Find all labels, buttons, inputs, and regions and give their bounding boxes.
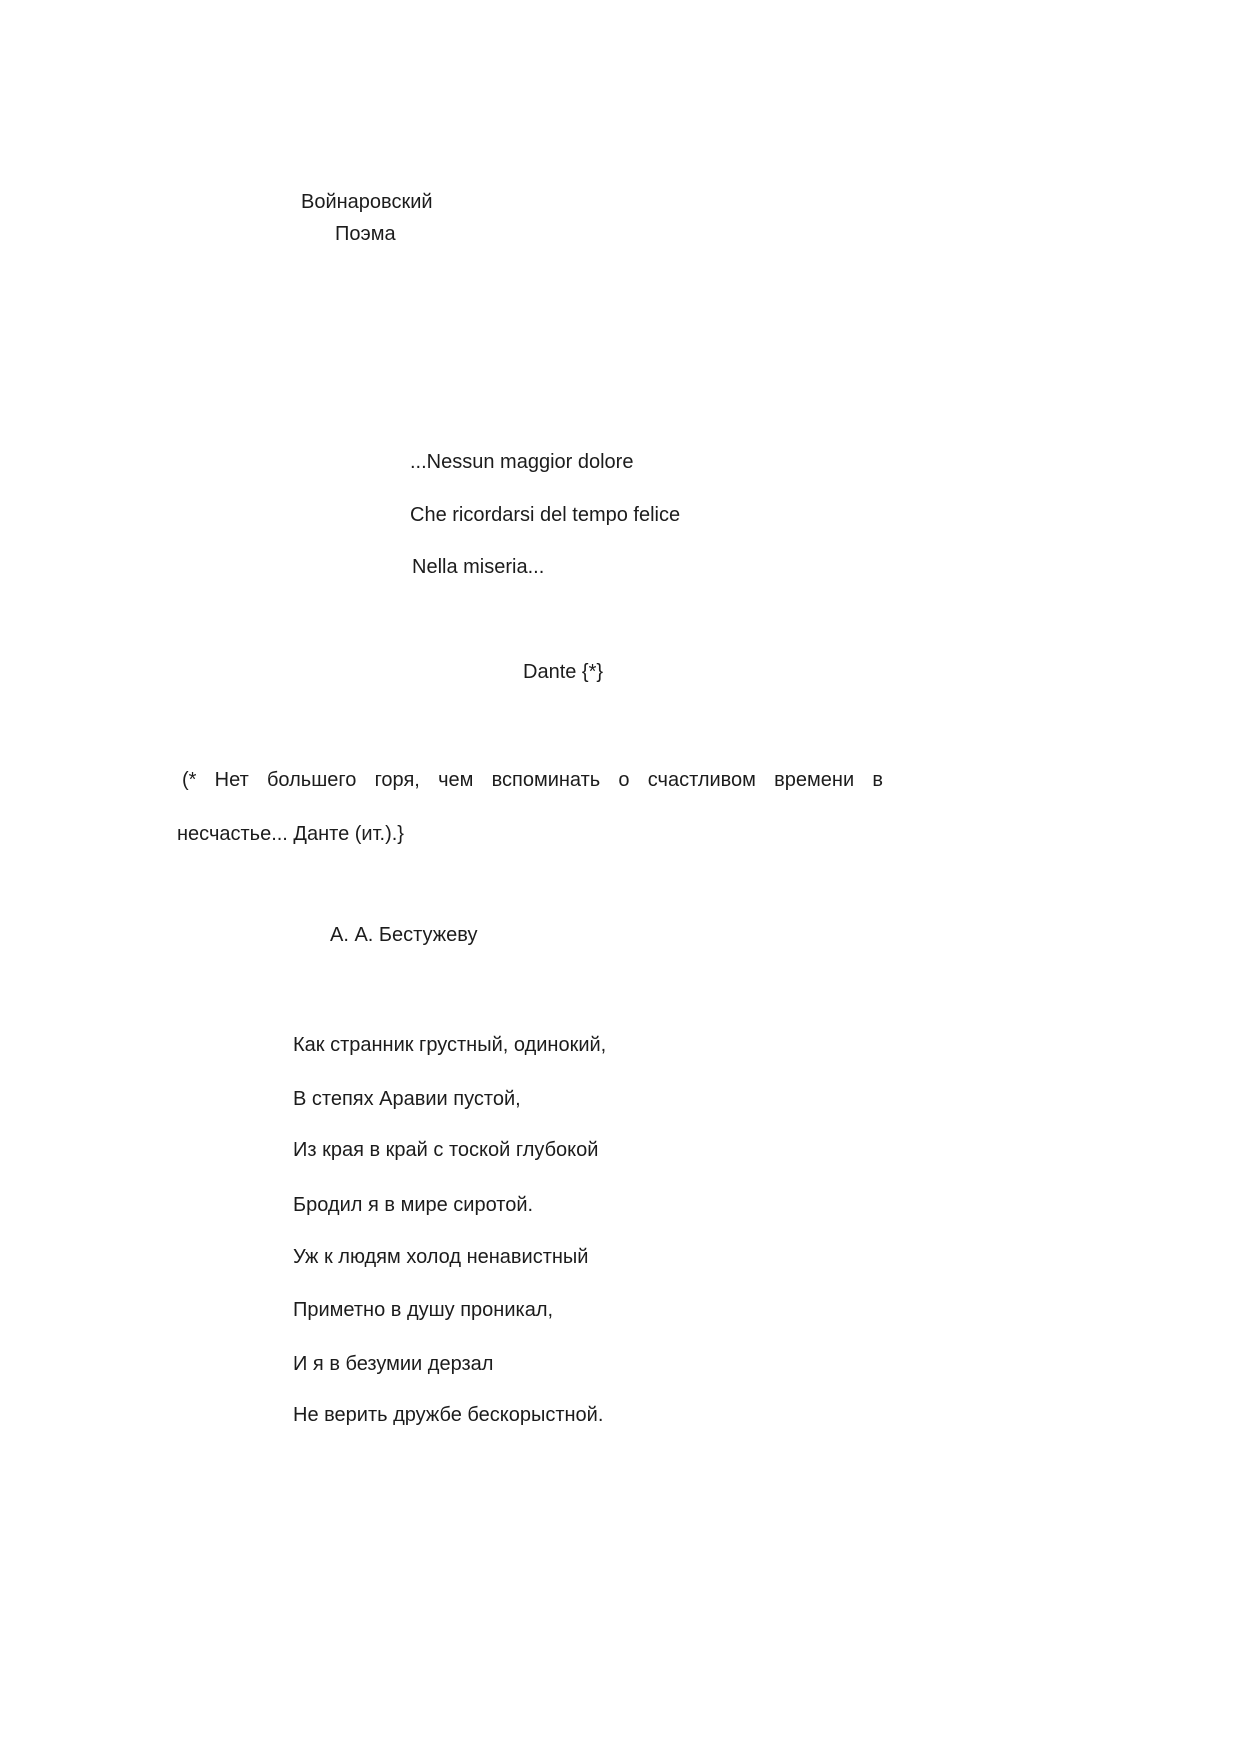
- poem-line: Как странник грустный, одинокий,: [293, 1034, 607, 1056]
- poem-line: Приметно в душу проникал,: [293, 1299, 554, 1321]
- epigraph-line-3: Nella miseria...: [412, 556, 545, 578]
- poem-title: Войнаровский: [301, 191, 433, 213]
- epigraph-attribution: Dante {*}: [523, 661, 604, 683]
- dedication: А. А. Бестужеву: [330, 924, 478, 946]
- epigraph-line-2: Che ricordarsi del tempo felice: [410, 504, 681, 526]
- poem-line: И я в безумии дерзал: [293, 1353, 494, 1375]
- poem-line: Бродил я в мире сиротой.: [293, 1194, 534, 1216]
- epigraph-line-1: ...Nessun maggior dolore: [410, 451, 634, 473]
- footnote-line-2: несчастье... Данте (ит.).}: [177, 823, 404, 845]
- poem-subtitle: Поэма: [335, 223, 396, 245]
- poem-line: Не верить дружбе бескорыстной.: [293, 1404, 604, 1426]
- poem-line: Из края в край с тоской глубокой: [293, 1139, 599, 1161]
- footnote-line-1: (* Нет большего горя, чем вспоминать о счастливом времени в: [182, 769, 883, 791]
- poem-line: В степях Аравии пустой,: [293, 1088, 521, 1110]
- poem-line: Уж к людям холод ненавистный: [293, 1246, 589, 1268]
